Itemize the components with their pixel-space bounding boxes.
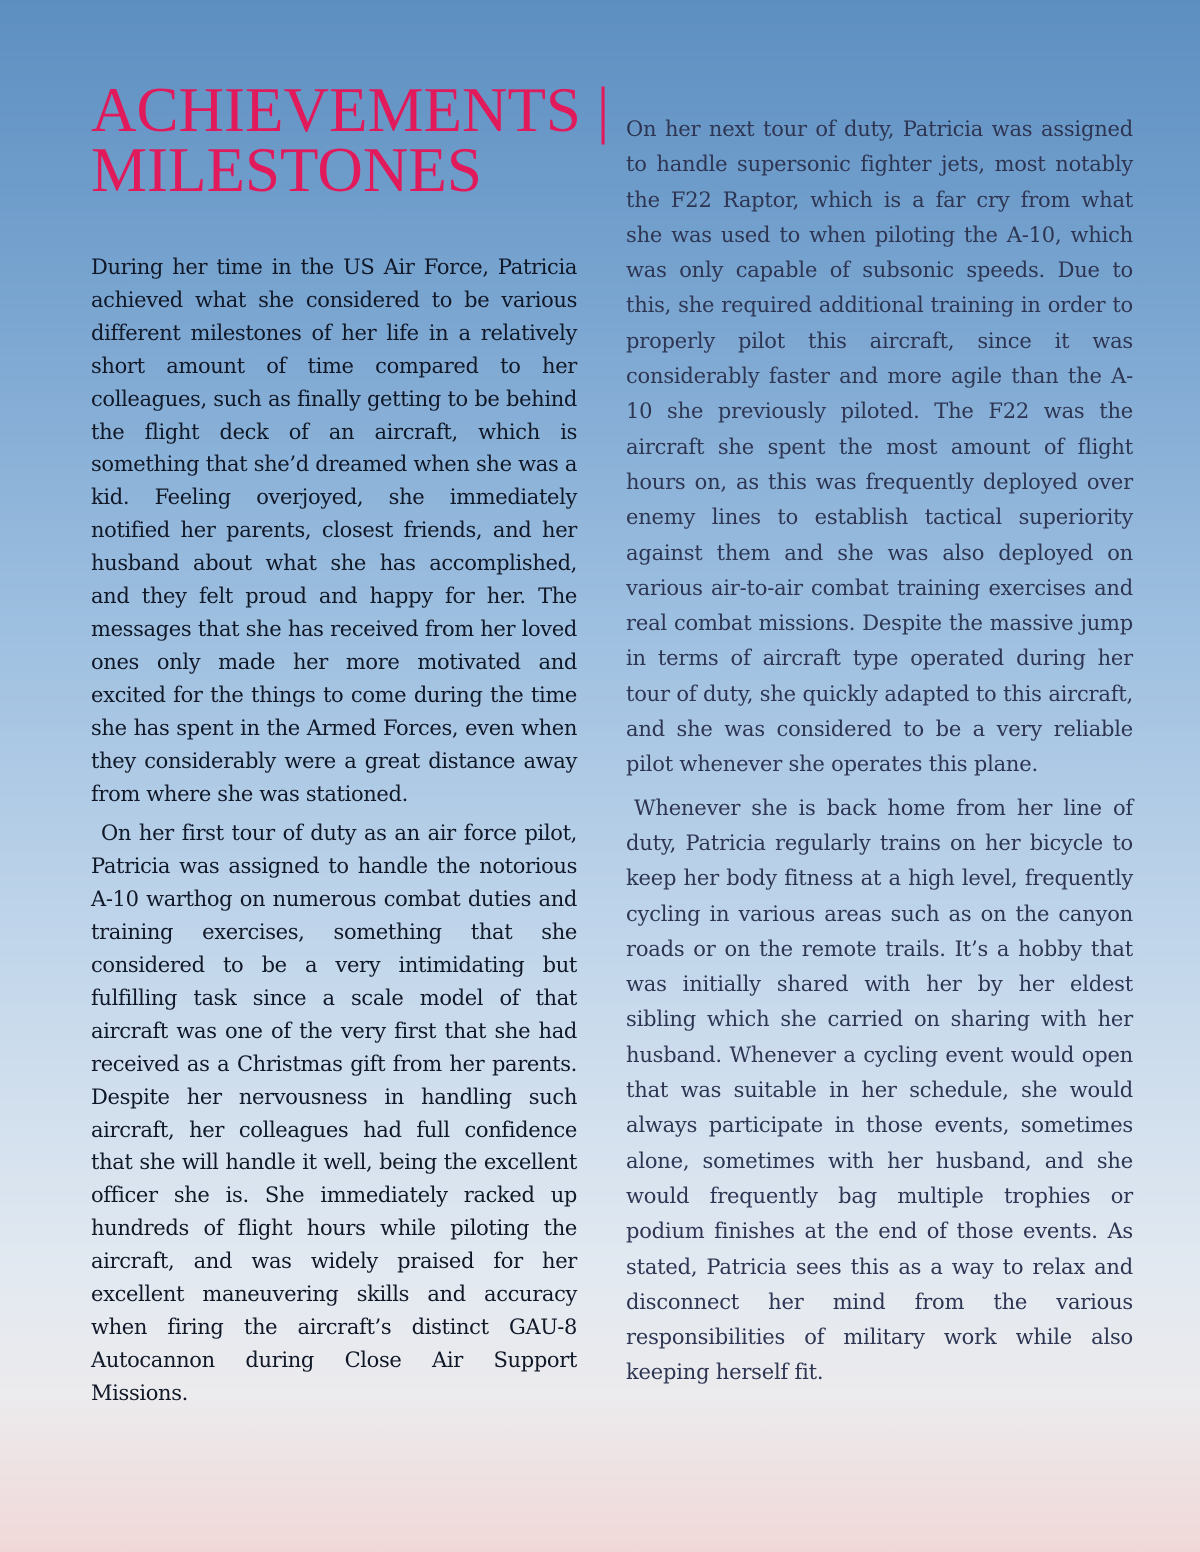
title-line-1: ACHIEVEMENTS | [91, 75, 610, 145]
body-paragraph: On her first tour of duty as an air force pilot, Patricia was assigned to handle the notorious A-10 warthog on numerous combat duties and training exercises, something that she considered to be a very intimidating but fulfilling task since a scale model of that aircraft was one of the very first that she had received as a Christmas gift from her parents. Despite her nervousness in handling such aircraft, her colleagues had full confidence that she will handle it well, being the excellent officer she is. She immediately racked up hundreds of flight hours while piloting the aircraft, and was widely praised for her excellent maneuvering skills and accuracy when firing the aircraft’s distinct GAU-8 Autocannon during Close Air Support Missions. [91, 821, 577, 1405]
body-paragraph: During her time in the US Air Force, Patricia achieved what she considered to be various different milestones of her life in a relatively short amount of time compared to her colleagues, such as finally getting to be behind the flight deck of an aircraft, which is something that she’d dreamed when she was a kid. Feeling overjoyed, she immediately notified her parents, closest friends, and her husband about what she has accomplished, and they felt proud and happy for her. The messages that she has received from her loved ones only made her more motivated and excited for the things to come during the time she has spent in the Armed Forces, even when they considerably were a great distance away from where she was stationed. [91, 255, 577, 806]
body-paragraph: On her next tour of duty, Patricia was assigned to handle supersonic fighter jets, most notably the F22 Raptor, which is a far cry from what she was used to when piloting the A-10, which was only capable of subsonic speeds. Due to this, she required additional training in order to properly pilot this aircraft, since it was considerably faster and more agile than the A-10 she previously piloted. The F22 was the aircraft she spent the most amount of flight hours on, as this was frequently deployed over enemy lines to establish tactical superiority against them and she was also deployed on various air-to-air combat training exercises and real combat missions. Despite the massive jump in terms of aircraft type operated during her tour of duty, she quickly adapted to this aircraft, and she was considered to be a very reliable pilot whenever she operates this plane. [626, 117, 1133, 777]
title-line-2: MILESTONES [91, 135, 482, 205]
body-paragraph: Whenever she is back home from her line of duty, Patricia regularly trains on her bicycle to keep her body fitness at a high level, frequently cycling in various areas such as on the canyon roads or on the remote trails. It’s a hobby that was initially shared with her by her eldest sibling which she carried on sharing with her husband. Whenever a cycling event would open that was suitable in her schedule, she would always participate in those events, sometimes alone, sometimes with her husband, and she would frequently bag multiple trophies or podium finishes at the end of those events. As stated, Patricia sees this as a way to relax and disconnect her mind from the various responsibilities of military work while also keeping herself fit. [626, 795, 1133, 1385]
page-title [91, 75, 611, 205]
left-column-body [91, 251, 577, 1410]
right-column-body [626, 112, 1133, 1391]
